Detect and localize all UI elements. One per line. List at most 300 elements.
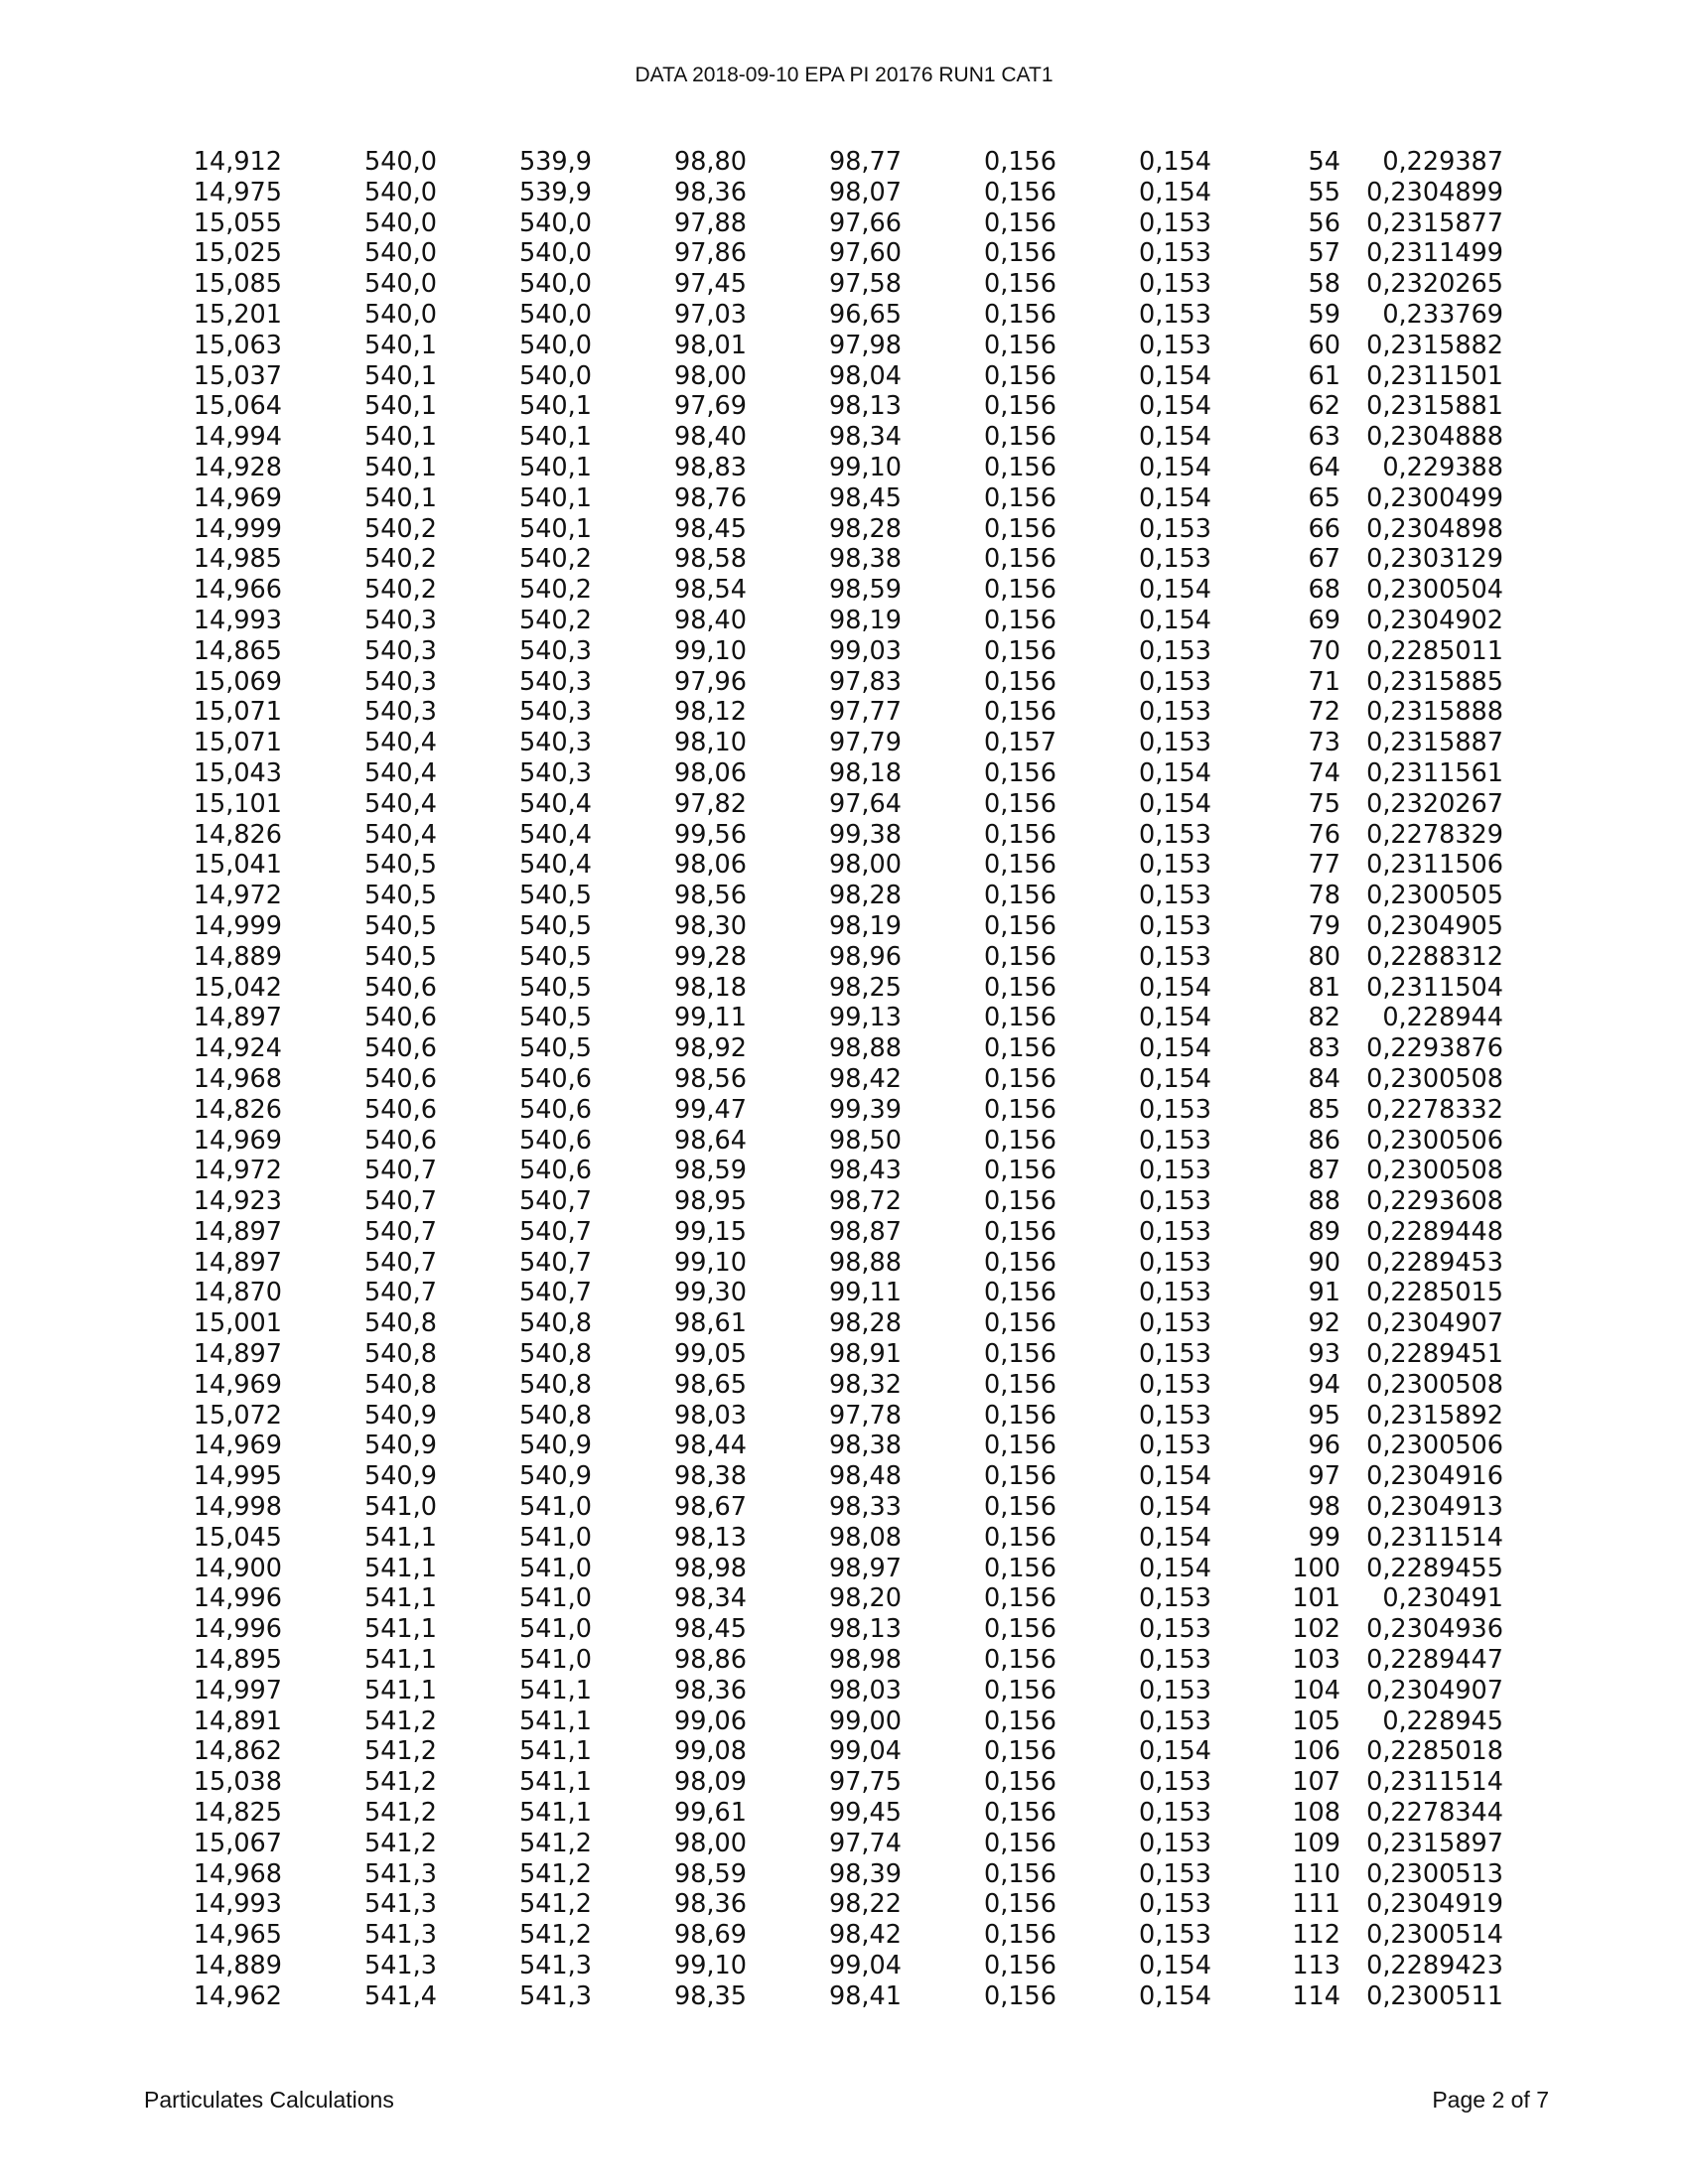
table-cell: 14,900 [193,1553,282,1583]
table-cell: 541,0 [518,1583,592,1614]
table-cell: 540,9 [518,1431,592,1461]
table-cell: 0,2285015 [1366,1278,1503,1308]
table-cell: 0,153 [1138,1094,1211,1125]
table-cell: 0,2278332 [1366,1094,1503,1125]
table-cell: 14,965 [193,1920,282,1951]
table-cell: 0,153 [1138,1614,1211,1645]
table-cell: 540,1 [363,360,437,391]
table-cell: 0,2315887 [1366,728,1503,758]
table-cell: 0,2315892 [1366,1400,1503,1431]
table-cell: 540,5 [363,850,437,881]
table-cell: 57 [1308,238,1340,269]
table-cell: 73 [1308,728,1340,758]
table-cell: 0,2289453 [1366,1247,1503,1278]
table-cell: 0,153 [1138,1675,1211,1706]
table-row [159,973,1503,1004]
table-cell: 0,2304899 [1366,177,1503,207]
table-cell: 98,00 [673,360,747,391]
table-cell: 98,08 [828,1522,902,1553]
table-cell: 0,154 [1138,1033,1211,1064]
table-cell: 98,67 [673,1492,747,1523]
table-cell: 540,3 [518,666,592,697]
table-cell: 0,2304905 [1366,910,1503,941]
table-cell: 540,3 [363,697,437,728]
table-cell: 14,889 [193,941,282,972]
table-cell: 541,3 [363,1920,437,1951]
table-row [159,544,1503,575]
table-cell: 0,156 [983,482,1056,513]
table-cell: 83 [1308,1033,1340,1064]
table-cell: 0,156 [983,1308,1056,1339]
table-cell: 0,156 [983,1951,1056,1981]
table-cell: 66 [1308,513,1340,544]
table-row [159,1767,1503,1798]
table-cell: 0,2285011 [1366,635,1503,666]
table-cell: 0,156 [983,1247,1056,1278]
table-cell: 0,156 [983,177,1056,207]
table-row [159,1248,1503,1279]
table-cell: 98,28 [828,1308,902,1339]
table-cell: 14,993 [193,605,282,635]
table-cell: 14,897 [193,1247,282,1278]
table-cell: 0,153 [1138,1369,1211,1400]
table-cell: 98,48 [828,1461,902,1492]
table-cell: 99,10 [673,635,747,666]
table-cell: 98,77 [828,147,902,177]
table-cell: 0,154 [1138,1980,1211,2011]
table-cell: 65 [1308,482,1340,513]
table-cell: 15,069 [193,666,282,697]
table-cell: 97,77 [828,697,902,728]
table-cell: 0,153 [1138,728,1211,758]
table-cell: 15,067 [193,1828,282,1858]
table-cell: 98,00 [673,1828,747,1858]
table-cell: 79 [1308,910,1340,941]
table-cell: 0,2320265 [1366,269,1503,300]
table-cell: 0,156 [983,941,1056,972]
table-cell: 540,0 [518,207,592,238]
table-cell: 97,75 [828,1767,902,1798]
table-cell: 0,154 [1138,575,1211,606]
table-cell: 97,64 [828,788,902,819]
table-cell: 56 [1308,207,1340,238]
table-cell: 0,156 [983,1003,1056,1033]
table-cell: 111 [1292,1889,1340,1920]
table-row [159,269,1503,300]
table-cell: 540,1 [363,452,437,482]
table-cell: 74 [1308,757,1340,788]
table-cell: 0,2315888 [1366,697,1503,728]
table-row [159,1461,1503,1492]
table-cell: 99,39 [828,1094,902,1125]
table-cell: 98,12 [673,697,747,728]
table-cell: 99,05 [673,1339,747,1370]
table-row [159,575,1503,606]
table-cell: 0,2311499 [1366,238,1503,269]
table-cell: 0,153 [1138,1645,1211,1676]
table-cell: 0,2311504 [1366,972,1503,1003]
table-cell: 98,20 [828,1583,902,1614]
table-cell: 76 [1308,819,1340,850]
table-cell: 98,06 [673,850,747,881]
table-cell: 540,6 [363,1033,437,1064]
table-cell: 81 [1308,972,1340,1003]
table-cell: 541,1 [363,1522,437,1553]
table-row [159,1951,1503,1981]
page-header-title: DATA 2018-09-10 EPA PI 20176 RUN1 CAT1 [634,64,1054,86]
table-cell: 0,153 [1138,850,1211,881]
table-row [159,911,1503,942]
table-row [159,1706,1503,1737]
table-cell: 0,2304907 [1366,1308,1503,1339]
table-cell: 14,826 [193,1094,282,1125]
table-cell: 99,28 [673,941,747,972]
table-row [159,238,1503,269]
table-row [159,881,1503,911]
table-cell: 0,156 [983,666,1056,697]
table-row [159,1370,1503,1401]
table-cell: 14,962 [193,1980,282,2011]
table-cell: 0,156 [983,1858,1056,1889]
table-cell: 0,154 [1138,605,1211,635]
table-cell: 98,69 [673,1920,747,1951]
table-cell: 0,156 [983,757,1056,788]
table-cell: 0,2300508 [1366,1063,1503,1094]
table-cell: 14,968 [193,1858,282,1889]
table-cell: 0,156 [983,1920,1056,1951]
table-cell: 0,2315877 [1366,207,1503,238]
table-cell: 98,22 [828,1889,902,1920]
table-cell: 15,071 [193,728,282,758]
table-cell: 69 [1308,605,1340,635]
table-cell: 540,9 [363,1400,437,1431]
table-cell: 541,0 [518,1553,592,1583]
table-row [159,606,1503,636]
table-row [159,1156,1503,1186]
table-cell: 0,156 [983,299,1056,330]
table-cell: 540,1 [363,482,437,513]
table-cell: 97,69 [673,391,747,422]
table-cell: 98,40 [673,422,747,453]
table-cell: 15,001 [193,1308,282,1339]
table-cell: 0,153 [1138,1400,1211,1431]
table-cell: 0,156 [983,1706,1056,1736]
table-cell: 15,045 [193,1522,282,1553]
table-cell: 82 [1308,1003,1340,1033]
table-row [159,789,1503,820]
table-cell: 540,7 [363,1156,437,1186]
table-cell: 98,44 [673,1431,747,1461]
table-cell: 0,156 [983,1094,1056,1125]
table-cell: 540,5 [518,972,592,1003]
table-cell: 99,10 [828,452,902,482]
table-cell: 98,33 [828,1492,902,1523]
table-cell: 0,154 [1138,452,1211,482]
table-cell: 539,9 [518,147,592,177]
table-cell: 540,4 [363,757,437,788]
table-cell: 0,156 [983,788,1056,819]
table-row [159,1186,1503,1217]
table-cell: 0,156 [983,1186,1056,1217]
table-cell: 540,4 [363,819,437,850]
table-cell: 0,156 [983,1278,1056,1308]
table-cell: 0,156 [983,697,1056,728]
table-cell: 540,6 [363,1063,437,1094]
table-cell: 14,972 [193,881,282,911]
table-cell: 15,055 [193,207,282,238]
table-cell: 98,06 [673,757,747,788]
table-cell: 540,6 [363,1094,437,1125]
table-cell: 540,6 [363,1125,437,1156]
table-cell: 0,2304902 [1366,605,1503,635]
table-cell: 540,1 [518,513,592,544]
table-cell: 0,156 [983,1583,1056,1614]
table-cell: 0,153 [1138,697,1211,728]
table-cell: 0,153 [1138,1186,1211,1217]
table-cell: 98,18 [828,757,902,788]
table-row [159,1003,1503,1033]
table-cell: 540,8 [518,1369,592,1400]
table-cell: 99,47 [673,1094,747,1125]
table-cell: 540,3 [363,635,437,666]
table-cell: 0,156 [983,1889,1056,1920]
table-cell: 0,154 [1138,177,1211,207]
table-cell: 98,13 [828,1614,902,1645]
table-cell: 14,972 [193,1156,282,1186]
table-cell: 541,1 [363,1583,437,1614]
table-cell: 541,1 [363,1614,437,1645]
table-cell: 15,071 [193,697,282,728]
table-row [159,514,1503,545]
table-cell: 540,2 [518,544,592,575]
table-cell: 98,45 [673,513,747,544]
table-cell: 98,98 [828,1645,902,1676]
table-row [159,453,1503,483]
table-cell: 0,154 [1138,391,1211,422]
table-cell: 15,085 [193,269,282,300]
table-cell: 60 [1308,330,1340,360]
table-cell: 0,153 [1138,941,1211,972]
table-cell: 540,6 [518,1063,592,1094]
table-cell: 98,45 [673,1614,747,1645]
table-cell: 0,2311514 [1366,1522,1503,1553]
table-row [159,1798,1503,1829]
table-cell: 0,2303129 [1366,544,1503,575]
table-cell: 99,08 [673,1736,747,1767]
table-cell: 98,76 [673,482,747,513]
table-cell: 75 [1308,788,1340,819]
table-cell: 540,9 [518,1461,592,1492]
table-cell: 0,153 [1138,1798,1211,1829]
table-cell: 0,153 [1138,1706,1211,1736]
table-cell: 98,64 [673,1125,747,1156]
table-row [159,1308,1503,1339]
table-cell: 540,4 [363,728,437,758]
table-cell: 96,65 [828,299,902,330]
table-cell: 0,156 [983,391,1056,422]
table-cell: 0,156 [983,1492,1056,1523]
table-cell: 0,153 [1138,666,1211,697]
table-row [159,728,1503,758]
table-cell: 0,153 [1138,1828,1211,1858]
table-cell: 14,870 [193,1278,282,1308]
table-cell: 14,862 [193,1736,282,1767]
table-cell: 0,153 [1138,1247,1211,1278]
table-cell: 0,2315897 [1366,1828,1503,1858]
table-cell: 0,154 [1138,1492,1211,1523]
table-cell: 0,156 [983,1767,1056,1798]
table-cell: 97,88 [673,207,747,238]
table-cell: 15,038 [193,1767,282,1798]
table-row [159,483,1503,514]
table-cell: 97,96 [673,666,747,697]
table-cell: 541,1 [518,1767,592,1798]
table-cell: 541,4 [363,1980,437,2011]
table-cell: 540,0 [518,238,592,269]
table-cell: 540,7 [363,1278,437,1308]
table-cell: 99,00 [828,1706,902,1736]
table-cell: 0,2300508 [1366,1156,1503,1186]
table-cell: 15,201 [193,299,282,330]
table-cell: 113 [1292,1951,1340,1981]
table-cell: 98,36 [673,177,747,207]
table-cell: 98,92 [673,1033,747,1064]
table-row [159,208,1503,239]
table-cell: 541,2 [518,1858,592,1889]
table-row [159,361,1503,392]
table-cell: 0,153 [1138,819,1211,850]
table-cell: 91 [1308,1278,1340,1308]
table-row [159,942,1503,973]
table-cell: 99,03 [828,635,902,666]
table-cell: 15,037 [193,360,282,391]
table-cell: 540,7 [518,1216,592,1247]
table-cell: 0,156 [983,147,1056,177]
table-row [159,1829,1503,1859]
table-cell: 101 [1292,1583,1340,1614]
table-cell: 98,42 [828,1920,902,1951]
table-cell: 14,997 [193,1675,282,1706]
table-cell: 98,87 [828,1216,902,1247]
table-cell: 0,2304919 [1366,1889,1503,1920]
table-cell: 89 [1308,1216,1340,1247]
table-cell: 540,0 [363,177,437,207]
table-cell: 0,156 [983,544,1056,575]
table-cell: 0,153 [1138,1278,1211,1308]
table-cell: 93 [1308,1339,1340,1370]
table-cell: 98,41 [828,1980,902,2011]
table-cell: 540,2 [518,605,592,635]
table-cell: 14,924 [193,1033,282,1064]
table-cell: 540,6 [518,1094,592,1125]
table-cell: 541,1 [363,1645,437,1676]
table-cell: 0,153 [1138,1889,1211,1920]
table-cell: 99 [1308,1522,1340,1553]
table-cell: 0,2315885 [1366,666,1503,697]
table-cell: 87 [1308,1156,1340,1186]
table-cell: 0,156 [983,1736,1056,1767]
table-cell: 0,153 [1138,299,1211,330]
table-cell: 0,156 [983,1553,1056,1583]
table-cell: 541,1 [363,1675,437,1706]
table-row [159,422,1503,453]
table-cell: 540,5 [518,1033,592,1064]
table-cell: 0,154 [1138,1553,1211,1583]
table-cell: 0,153 [1138,1767,1211,1798]
table-cell: 98,35 [673,1980,747,2011]
table-cell: 15,041 [193,850,282,881]
table-cell: 54 [1308,147,1340,177]
table-row [159,1676,1503,1706]
table-cell: 98,97 [828,1553,902,1583]
table-cell: 541,1 [518,1798,592,1829]
table-cell: 98,56 [673,881,747,911]
table-cell: 540,1 [363,422,437,453]
table-cell: 0,154 [1138,482,1211,513]
table-cell: 0,2311506 [1366,850,1503,881]
table-cell: 62 [1308,391,1340,422]
table-cell: 97,83 [828,666,902,697]
table-cell: 14,975 [193,177,282,207]
table-cell: 0,156 [983,605,1056,635]
table-cell: 99,10 [673,1247,747,1278]
table-cell: 97,98 [828,330,902,360]
table-cell: 540,0 [518,269,592,300]
table-cell: 14,968 [193,1063,282,1094]
table-cell: 0,2285018 [1366,1736,1503,1767]
table-cell: 14,966 [193,575,282,606]
table-cell: 61 [1308,360,1340,391]
table-cell: 98,58 [673,544,747,575]
table-cell: 541,1 [518,1675,592,1706]
table-cell: 541,3 [518,1951,592,1981]
table-cell: 0,156 [983,269,1056,300]
table-cell: 98,38 [673,1461,747,1492]
table-cell: 0,229388 [1382,452,1503,482]
table-cell: 540,0 [363,207,437,238]
table-cell: 0,2293876 [1366,1033,1503,1064]
table-cell: 541,2 [518,1828,592,1858]
table-cell: 102 [1292,1614,1340,1645]
table-cell: 540,9 [363,1461,437,1492]
table-cell: 99,38 [828,819,902,850]
table-cell: 98 [1308,1492,1340,1523]
table-cell: 94 [1308,1369,1340,1400]
table-cell: 88 [1308,1186,1340,1217]
table-cell: 97,66 [828,207,902,238]
table-cell: 540,9 [363,1431,437,1461]
table-cell: 14,996 [193,1583,282,1614]
table-cell: 14,999 [193,513,282,544]
table-cell: 0,2304898 [1366,513,1503,544]
table-cell: 0,2304916 [1366,1461,1503,1492]
table-cell: 0,156 [983,1798,1056,1829]
table-cell: 0,2289448 [1366,1216,1503,1247]
table-cell: 97,74 [828,1828,902,1858]
table-cell: 540,5 [518,910,592,941]
table-cell: 15,063 [193,330,282,360]
table-cell: 98,25 [828,972,902,1003]
table-cell: 541,0 [518,1492,592,1523]
table-cell: 85 [1308,1094,1340,1125]
table-cell: 0,156 [983,575,1056,606]
table-cell: 98,03 [673,1400,747,1431]
table-cell: 95 [1308,1400,1340,1431]
table-cell: 14,995 [193,1461,282,1492]
table-cell: 0,156 [983,1216,1056,1247]
data-table-body [159,147,1503,2012]
table-row [159,178,1503,208]
